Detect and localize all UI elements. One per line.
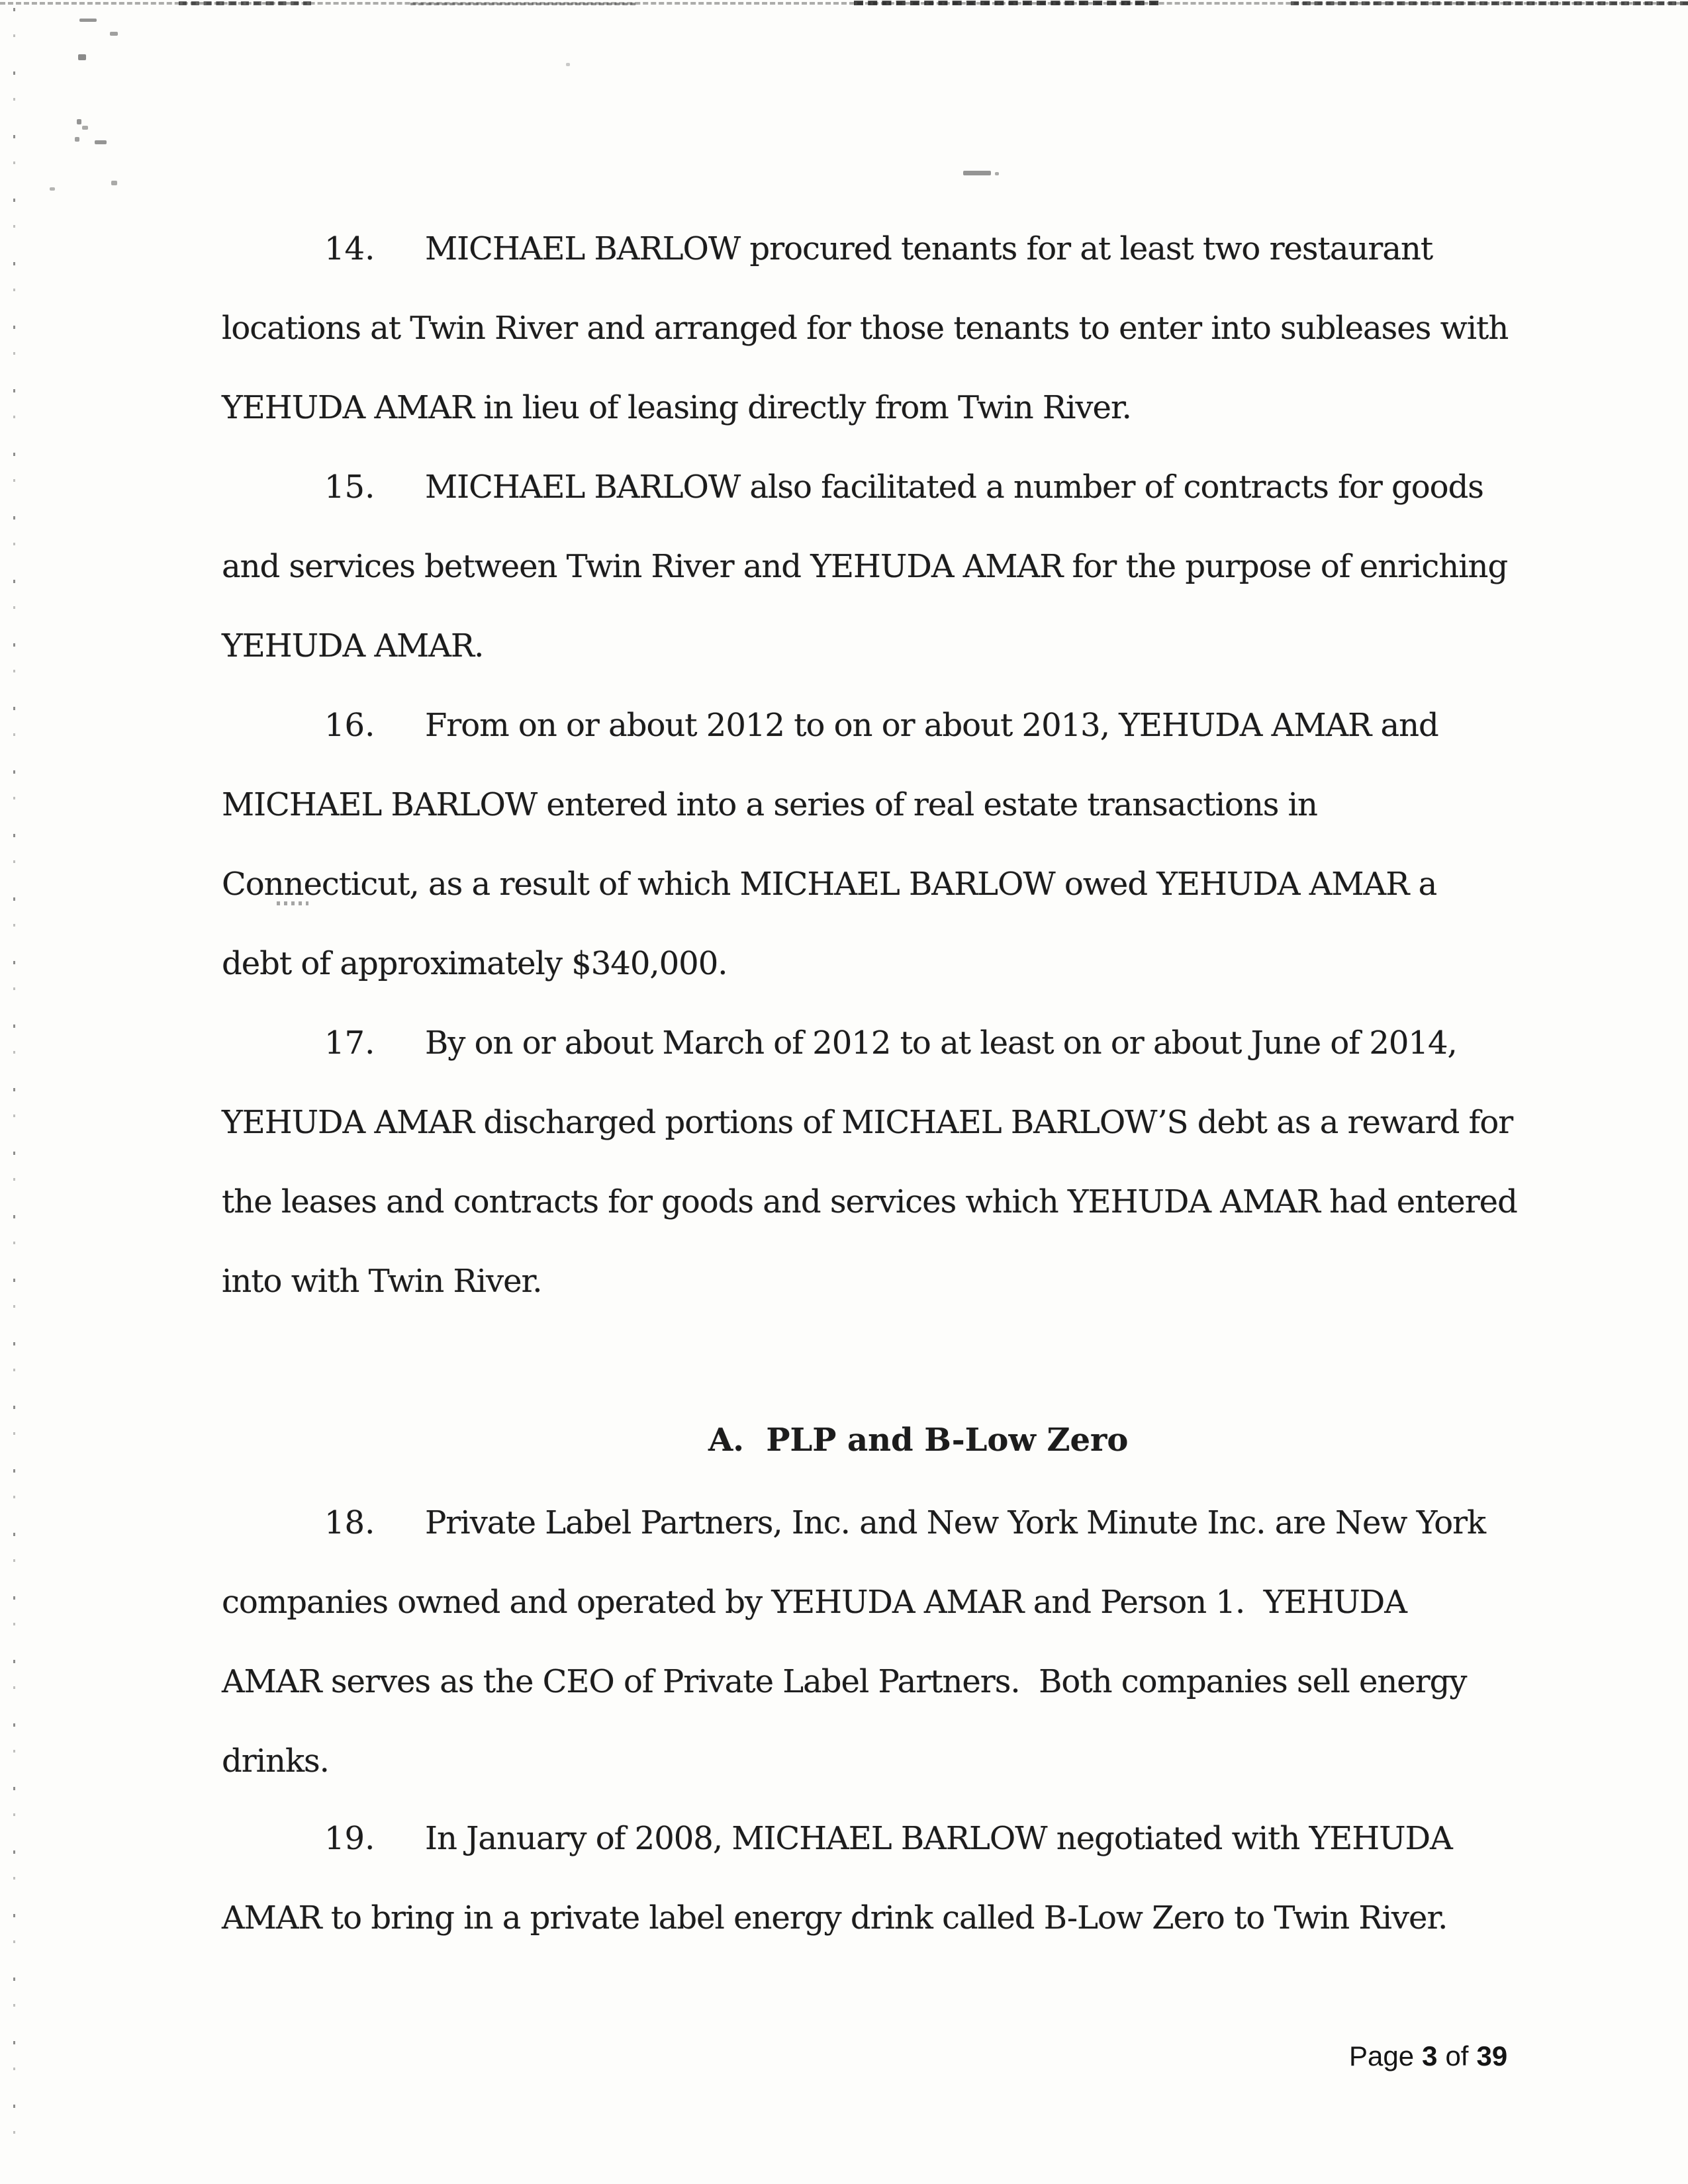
scan-speck	[963, 171, 991, 175]
text-line: and services between Twin River and YEHUDA AMAR for the purpose of enriching	[222, 548, 1508, 585]
paragraph-number: 14.	[324, 230, 375, 267]
paragraph-number: 19.	[324, 1820, 375, 1857]
paragraph-14	[222, 209, 1508, 447]
text-line	[222, 447, 1507, 527]
text-line-content: Private Label Partners, Inc. and New York Minute Inc. are New York	[425, 1504, 1486, 1541]
paragraph-16	[222, 686, 1438, 1003]
scan-speck	[77, 119, 81, 124]
section-heading: A. PLP and B-Low Zero	[708, 1422, 1129, 1459]
scan-speck	[995, 172, 999, 175]
footer-of-label: of	[1445, 2040, 1469, 2071]
scan-artifact-top-segment	[410, 3, 635, 5]
scan-artifact-top-segment	[1291, 1, 1688, 5]
text-line: AMAR serves as the CEO of Private Label Partners. Both companies sell energy	[222, 1663, 1467, 1700]
text-line: Connecticut, as a result of which MICHAEL BARLOW owed YEHUDA AMAR a	[222, 866, 1437, 903]
text-line	[222, 1003, 1517, 1083]
text-line: the leases and contracts for goods and services which YEHUDA AMAR had entered	[222, 1183, 1517, 1220]
scan-speck	[50, 187, 55, 191]
text-line: into with Twin River.	[222, 1263, 542, 1300]
text-line: debt of approximately $340,000.	[222, 945, 727, 982]
scan-speck	[79, 19, 97, 22]
footer-page-number: 3	[1422, 2040, 1438, 2071]
paragraph-number: 17.	[324, 1024, 375, 1062]
text-line: drinks.	[222, 1743, 329, 1780]
paragraph-17	[222, 1003, 1517, 1321]
text-line	[222, 1483, 1485, 1563]
scan-speck	[111, 181, 117, 185]
text-line: YEHUDA AMAR.	[222, 627, 484, 664]
text-line: YEHUDA AMAR discharged portions of MICHAEL BARLOW’S debt as a reward for	[222, 1104, 1513, 1141]
text-line	[222, 209, 1508, 289]
text-line-content: By on or about March of 2012 to at least on or about June of 2014,	[425, 1024, 1457, 1062]
scan-artifact-left-edge	[13, 8, 15, 2139]
text-line-content: MICHAEL BARLOW also facilitated a number of contracts for goods	[425, 469, 1483, 506]
footer-total-pages: 39	[1476, 2040, 1508, 2071]
scan-speck	[110, 32, 118, 36]
paragraph-number: 18.	[324, 1504, 375, 1541]
text-line: locations at Twin River and arranged for those tenants to enter into subleases with	[222, 310, 1509, 347]
text-line-content: From on or about 2012 to on or about 2013, YEHUDA AMAR and	[425, 707, 1438, 744]
footer-page-label: Page	[1349, 2040, 1415, 2071]
page-footer	[1349, 2040, 1507, 2073]
text-line-content: MICHAEL BARLOW procured tenants for at least two restaurant	[425, 230, 1433, 267]
text-line: AMAR to bring in a private label energy drink called B-Low Zero to Twin River.	[222, 1899, 1448, 1936]
scan-speck	[82, 126, 88, 130]
paragraph-number: 16.	[324, 707, 375, 744]
scan-artifact-top-segment	[854, 1, 1158, 5]
scan-speck	[78, 54, 86, 60]
scan-artifact-top-segment	[179, 1, 311, 5]
paragraph-15	[222, 447, 1507, 686]
scan-speck	[95, 140, 107, 144]
paragraph-number: 15.	[324, 469, 375, 506]
scan-speck	[75, 137, 79, 142]
text-line: companies owned and operated by YEHUDA AMAR and Person 1. YEHUDA	[222, 1584, 1407, 1621]
paragraph-18	[222, 1483, 1485, 1801]
text-line	[222, 686, 1438, 765]
text-line	[222, 1799, 1452, 1878]
text-line: YEHUDA AMAR in lieu of leasing directly from Twin River.	[222, 389, 1131, 426]
paragraph-19	[222, 1799, 1452, 1958]
scan-speck	[566, 63, 570, 66]
text-line-content: In January of 2008, MICHAEL BARLOW negotiated with YEHUDA	[425, 1820, 1452, 1857]
text-line: MICHAEL BARLOW entered into a series of real estate transactions in	[222, 786, 1317, 823]
